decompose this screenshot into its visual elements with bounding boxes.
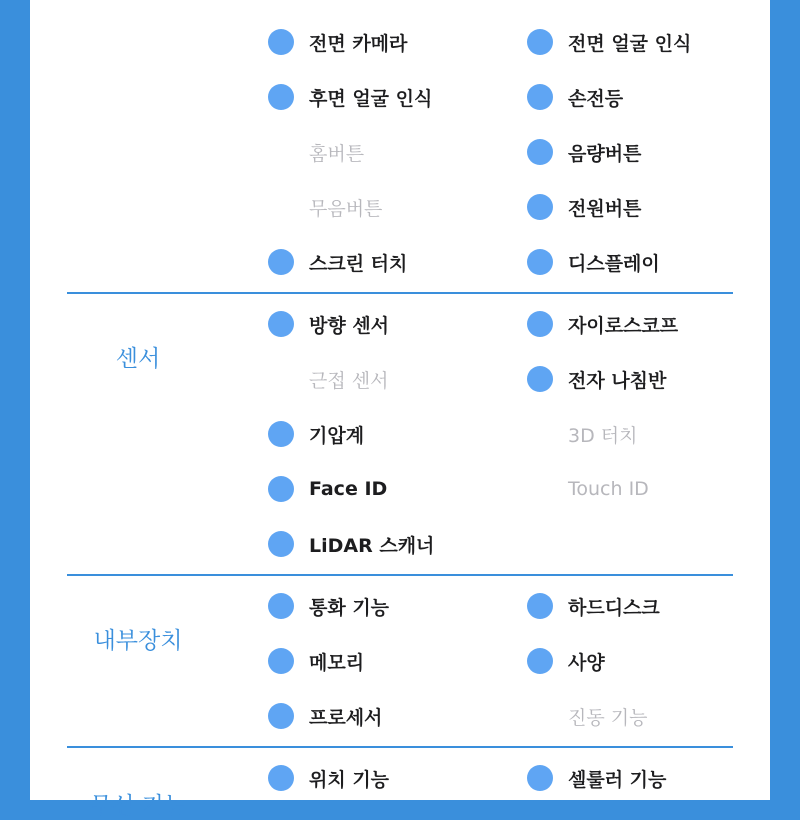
supported-dot-icon	[527, 648, 553, 674]
feature-item[interactable]	[268, 474, 498, 504]
feature-label: 통화 기능	[309, 596, 390, 619]
feature-item[interactable]	[527, 192, 757, 222]
feature-label: 디스플레이	[568, 252, 660, 275]
supported-dot-icon	[268, 249, 294, 275]
feature-label: 전자 나침반	[568, 369, 667, 392]
section-divider	[67, 574, 733, 576]
feature-label: 전원버튼	[568, 197, 642, 220]
unsupported-blank-icon	[527, 476, 553, 502]
feature-item[interactable]	[268, 247, 498, 277]
feature-label: 근접 센서	[309, 369, 389, 392]
feature-label: 음량버튼	[568, 142, 642, 165]
category-label: 무선 기능	[89, 793, 187, 819]
feature-item[interactable]	[268, 0, 498, 2]
device-check-panel	[30, 0, 770, 819]
feature-item[interactable]	[527, 646, 757, 676]
feature-item[interactable]	[527, 0, 757, 2]
feature-label	[309, 0, 450, 1]
feature-label: Touch ID	[568, 478, 649, 500]
feature-label	[568, 0, 728, 1]
feature-item[interactable]	[527, 419, 757, 449]
supported-dot-icon	[527, 366, 553, 392]
supported-dot-icon	[527, 29, 553, 55]
supported-dot-icon	[268, 476, 294, 502]
feature-item[interactable]	[268, 591, 498, 621]
feature-item[interactable]	[527, 364, 757, 394]
unsupported-blank-icon	[268, 366, 294, 392]
supported-dot-icon	[268, 421, 294, 447]
supported-dot-icon	[527, 765, 553, 791]
supported-dot-icon	[268, 84, 294, 110]
feature-item[interactable]	[527, 763, 757, 793]
feature-item[interactable]	[268, 419, 498, 449]
feature-item[interactable]	[527, 247, 757, 277]
feature-item[interactable]	[527, 82, 757, 112]
unsupported-blank-icon	[268, 139, 294, 165]
category-label: 내부장치	[93, 627, 183, 654]
feature-label: 진동 기능	[568, 706, 648, 729]
feature-label: 위치 기능	[309, 768, 390, 791]
unsupported-blank-icon	[268, 194, 294, 220]
feature-item[interactable]	[527, 474, 757, 504]
feature-item[interactable]	[268, 192, 498, 222]
section-divider	[67, 746, 733, 748]
section-divider	[67, 292, 733, 294]
supported-dot-icon	[527, 194, 553, 220]
feature-label: 후면 얼굴 인식	[309, 87, 433, 110]
feature-label: 무음버튼	[309, 197, 383, 220]
feature-label: 스크린 터치	[309, 252, 408, 275]
feature-label: 3D 터치	[568, 424, 638, 447]
feature-item[interactable]	[268, 82, 498, 112]
supported-dot-icon	[268, 29, 294, 55]
supported-dot-icon	[268, 531, 294, 557]
feature-label: LiDAR 스캐너	[309, 534, 435, 557]
feature-item[interactable]	[268, 763, 498, 793]
feature-item[interactable]	[268, 364, 498, 394]
unsupported-blank-icon	[527, 421, 553, 447]
supported-dot-icon	[268, 593, 294, 619]
feature-label: 전면 얼굴 인식	[568, 32, 692, 55]
feature-item[interactable]	[268, 701, 498, 731]
feature-label: 방향 센서	[309, 314, 390, 337]
category-label: 센서	[115, 345, 161, 372]
supported-dot-icon	[527, 84, 553, 110]
feature-item[interactable]	[527, 701, 757, 731]
feature-label: 프로세서	[309, 706, 383, 729]
supported-dot-icon	[527, 593, 553, 619]
supported-dot-icon	[268, 765, 294, 791]
supported-dot-icon	[527, 249, 553, 275]
feature-label: 기압계	[309, 424, 365, 447]
feature-label: Face ID	[309, 478, 388, 500]
feature-item[interactable]	[268, 27, 498, 57]
supported-dot-icon	[268, 648, 294, 674]
unsupported-blank-icon	[527, 703, 553, 729]
feature-label: 사양	[568, 651, 605, 674]
supported-dot-icon	[527, 139, 553, 165]
supported-dot-icon	[268, 311, 294, 337]
feature-item[interactable]	[527, 137, 757, 167]
feature-item[interactable]	[268, 137, 498, 167]
supported-dot-icon	[268, 703, 294, 729]
feature-item[interactable]	[527, 27, 757, 57]
feature-label: 셀룰러 기능	[568, 768, 667, 791]
feature-item[interactable]	[268, 529, 498, 559]
feature-item[interactable]	[527, 591, 757, 621]
feature-item[interactable]	[268, 309, 498, 339]
feature-item[interactable]	[527, 309, 757, 339]
feature-label: 자이로스코프	[568, 314, 679, 337]
feature-label: 하드디스크	[568, 596, 660, 619]
feature-item[interactable]	[268, 646, 498, 676]
feature-label: 손전등	[568, 87, 624, 110]
feature-label: 전면 카메라	[309, 32, 408, 55]
feature-label: 홈버튼	[309, 142, 365, 165]
supported-dot-icon	[527, 311, 553, 337]
feature-label: 메모리	[309, 651, 365, 674]
